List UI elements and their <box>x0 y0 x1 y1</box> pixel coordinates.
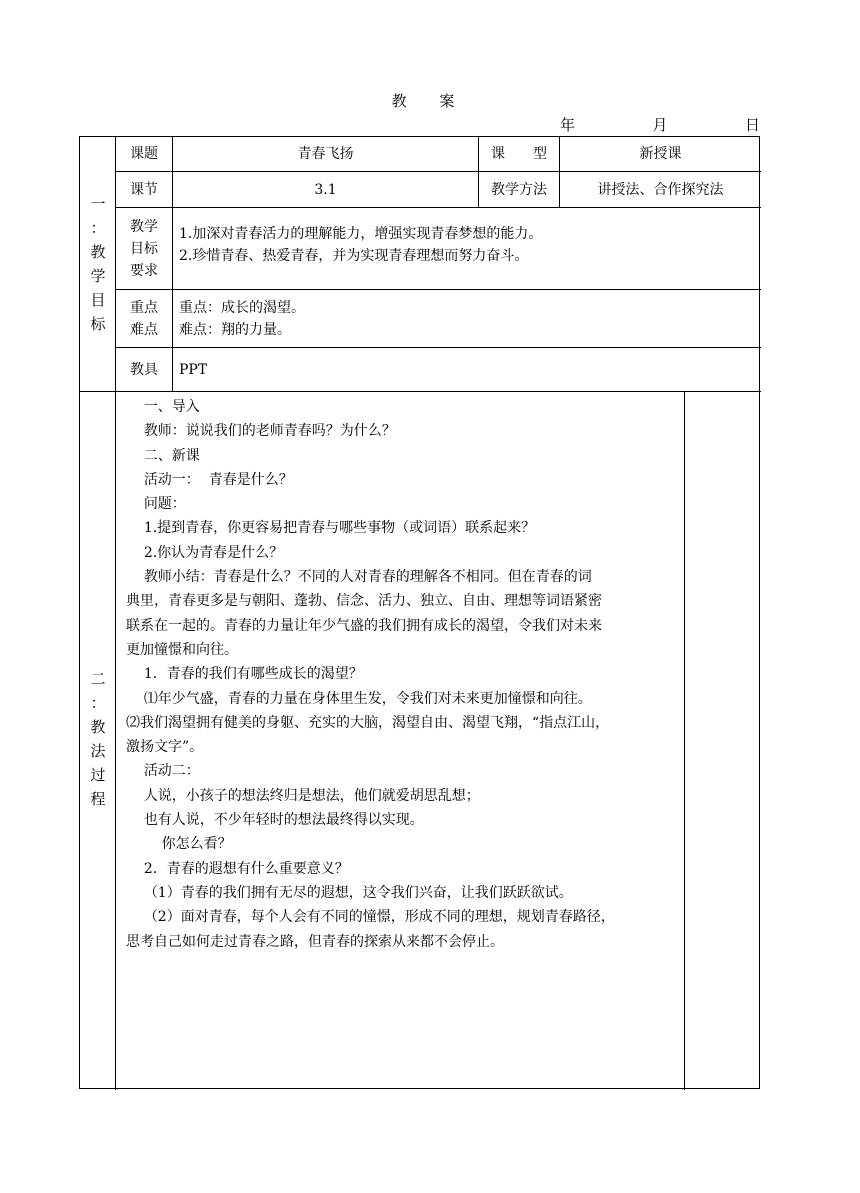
process-line: 教师小结：青春是什么？不同的人对青春的理解各不相同。但在青春的词 <box>126 569 592 586</box>
process-line: ⑵我们渴望拥有健美的身躯、充实的大脑，渴望自由、渴望飞翔，“指点江山， <box>126 714 610 731</box>
process-line: 也有人说，不少年轻时的想法最终得以实现。 <box>126 812 424 829</box>
key-line: 难点：翔的力量。 <box>179 321 291 338</box>
process-line: ⑴年少气盛，青春的力量在身体里生发，令我们对未来更加憧憬和向往。 <box>126 690 592 707</box>
topic-label: 课题 <box>130 146 158 162</box>
type-value: 新授课 <box>639 146 682 162</box>
document-title: 教 案 <box>391 92 469 110</box>
process-line: （1）青春的我们拥有无尽的遐想，这令我们兴奋，让我们跃跃欲试。 <box>126 884 573 901</box>
process-line: 活动二： <box>126 763 200 780</box>
tool-value: PPT <box>179 361 208 378</box>
teaching-process-content <box>126 395 686 954</box>
process-line: 问题： <box>126 496 186 513</box>
process-line: 活动一： 青春是什么？ <box>126 471 293 488</box>
process-line: 2.你认为青春是什么？ <box>126 544 284 561</box>
process-line: 人说，小孩子的想法终归是想法，他们就爱胡思乱想； <box>126 787 480 804</box>
process-line: 1．青春的我们有哪些成长的渴望？ <box>126 666 363 683</box>
process-line: （2）面对青春，每个人会有不同的憧憬，形成不同的理想，规划青春路径， <box>126 909 615 926</box>
process-line: 教师：说说我们的老师青春吗？为什么？ <box>126 423 396 440</box>
key-line: 重点：成长的渴望。 <box>179 299 305 316</box>
process-line: 思考自己如何走过青春之路，但青春的探索从来都不会停止。 <box>126 933 504 950</box>
tool-label: 教具 <box>130 361 158 378</box>
goal-line: 2.珍惜青春、热爱青春，并为实现青春理想而努力奋斗。 <box>179 248 529 264</box>
date-line <box>560 114 760 135</box>
process-line: 一、导入 <box>126 399 200 415</box>
topic-value: 青春飞扬 <box>297 146 354 162</box>
key-label: 重点 难点 <box>130 299 158 338</box>
key-content <box>179 290 754 347</box>
section2-label: 二 ： 教 法 过 程 <box>90 670 106 808</box>
table-rule <box>80 391 761 392</box>
process-line: 2．青春的遐想有什么重要意义？ <box>126 860 349 877</box>
process-line: 激扬文字”。 <box>126 739 204 756</box>
process-line: 你怎么看？ <box>126 836 232 853</box>
type-label: 课 型 <box>491 146 547 162</box>
process-line: 更加憧憬和向往。 <box>126 641 238 658</box>
method-label: 教学方法 <box>491 181 547 198</box>
method-value: 讲授法、合作探究法 <box>597 181 724 198</box>
goal-content <box>179 223 754 267</box>
goal-label: 教学 目标 要求 <box>130 218 158 279</box>
date-month-label: 月 <box>652 116 668 134</box>
table-rule <box>115 207 761 208</box>
lesson-label: 课节 <box>130 181 158 198</box>
process-line: 联系在一起的。青春的力量让年少气盛的我们拥有成长的渴望，令我们对未来 <box>126 617 602 634</box>
date-day-label: 日 <box>744 116 760 134</box>
lesson-value: 3.1 <box>314 181 337 198</box>
process-line: 1.提到青春，你更容易把青春与哪些事物（或词语）联系起来？ <box>126 520 536 537</box>
section1-label: 一 ： 教 学 目 标 <box>90 195 106 333</box>
process-line: 二、新课 <box>126 447 200 464</box>
goal-line: 1.加深对青春活力的理解能力，增强实现青春梦想的能力。 <box>179 226 543 242</box>
date-year-label: 年 <box>560 116 576 134</box>
process-line: 典里，青春更多是与朝阳、蓬勃、信念、活力、独立、自由、理想等词语紧密 <box>126 593 602 610</box>
